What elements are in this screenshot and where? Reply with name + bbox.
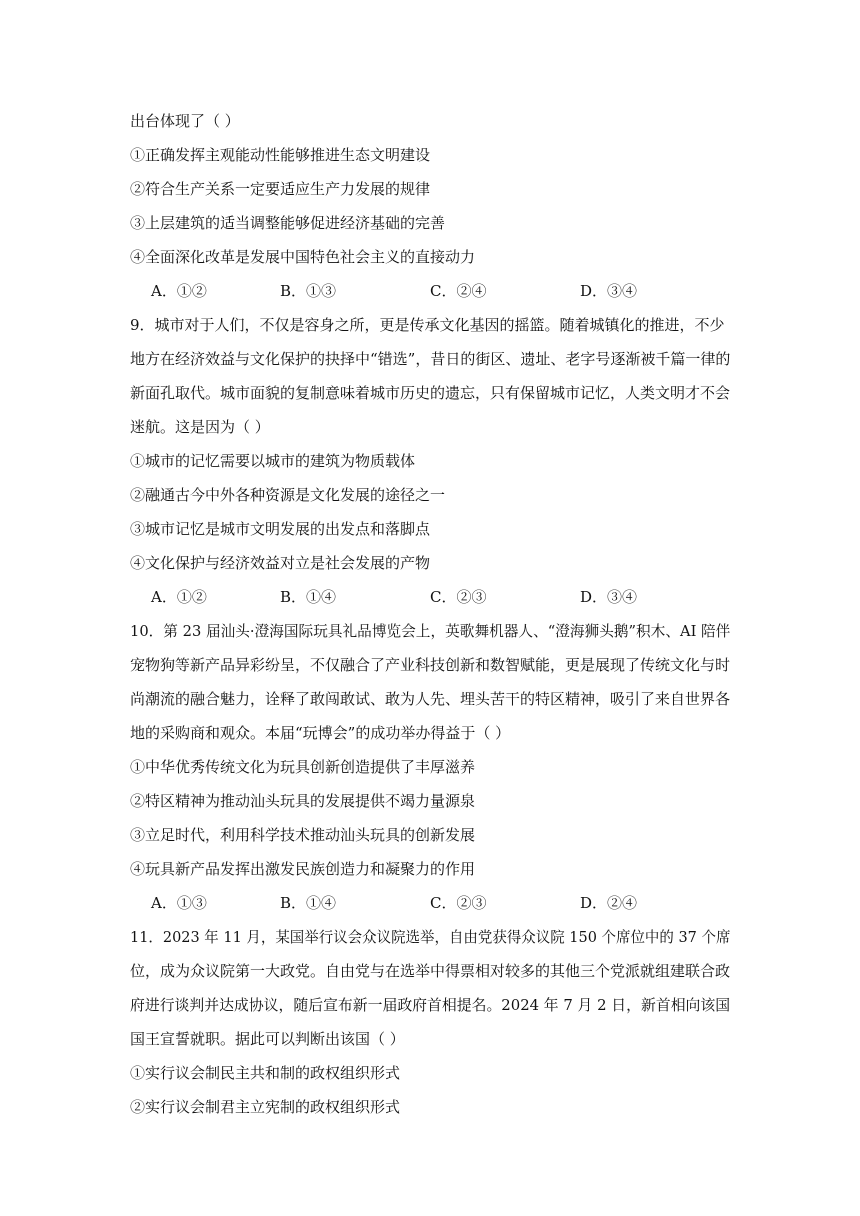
q10-stem-line-2: 宠物狗等新产品异彩纷呈，不仅融合了产业科技创新和数智赋能，更是展现了传统文化与时 — [130, 656, 731, 674]
q10-statement-4: ④玩具新产品发挥出激发民族创造力和凝聚力的作用 — [130, 860, 476, 878]
q8-statement-3: ③上层建筑的适当调整能够促进经济基础的完善 — [130, 214, 446, 232]
q10-stem-line-4: 地的采购商和观众。本届“玩博会”的成功举办得益于（ ） — [130, 724, 511, 742]
q9-option-b: B．①④ — [280, 588, 337, 606]
q9-option-d: D．③④ — [580, 588, 638, 606]
q11-statement-1: ①实行议会制民主共和制的政权组织形式 — [130, 1064, 401, 1082]
q9-stem-line-2: 地方在经济效益与文化保护的抉择中“错选”，昔日的街区、遗址、老字号逐渐被千篇一律的 — [130, 350, 731, 368]
q9-statement-2: ②融通古今中外各种资源是文化发展的途径之一 — [130, 486, 446, 504]
q9-statement-1: ①城市的记忆需要以城市的建筑为物质载体 — [130, 452, 416, 470]
q9-statement-3: ③城市记忆是城市文明发展的出发点和落脚点 — [130, 520, 431, 538]
q9-statement-4: ④文化保护与经济效益对立是社会发展的产物 — [130, 554, 431, 572]
q10-statement-1: ①中华优秀传统文化为玩具创新创造提供了丰厚滋养 — [130, 758, 476, 776]
q8-statement-4: ④全面深化改革是发展中国特色社会主义的直接动力 — [130, 248, 476, 266]
q10-stem-line-1: 10．第 23 届汕头·澄海国际玩具礼品博览会上，英歌舞机器人、“澄海狮头鹅”积木、AI 陪伴 — [130, 622, 731, 640]
q11-stem-line-3: 府进行谈判并达成协议，随后宣布新一届政府首相提名。2024 年 7 月 2 日，新首相向该国 — [130, 996, 731, 1014]
q9-stem-line-3: 新面孔取代。城市面貌的复制意味着城市历史的遗忘，只有保留城市记忆，人类文明才不会 — [130, 384, 731, 402]
q10-statement-3: ③立足时代，利用科学技术推动汕头玩具的创新发展 — [130, 826, 476, 844]
q8-option-d: D．③④ — [580, 282, 638, 300]
q9-stem-line-4: 迷航。这是因为（ ） — [130, 418, 270, 436]
q9-stem-line-1: 9．城市对于人们，不仅是容身之所，更是传承文化基因的摇篮。随着城镇化的推进，不少 — [130, 316, 725, 334]
q10-option-d: D．②④ — [580, 894, 638, 912]
q11-statement-2: ②实行议会制君主立宪制的政权组织形式 — [130, 1098, 401, 1116]
q8-stem-end: 出台体现了（ ） — [130, 112, 240, 130]
q10-option-c: C．②③ — [430, 894, 487, 912]
q11-stem-line-4: 国王宣誓就职。据此可以判断出该国（ ） — [130, 1030, 405, 1048]
q11-stem-line-1: 11．2023 年 11 月，某国举行议会众议院选举，自由党获得众议院 150 个席位中的 37 个席 — [130, 928, 731, 946]
q10-option-b: B．①④ — [280, 894, 337, 912]
q8-option-b: B．①③ — [280, 282, 337, 300]
q11-stem-line-2: 位，成为众议院第一大政党。自由党与在选举中得票相对较多的其他三个党派就组建联合政 — [130, 962, 731, 980]
q8-statement-2: ②符合生产关系一定要适应生产力发展的规律 — [130, 180, 431, 198]
q8-statement-1: ①正确发挥主观能动性能够推进生态文明建设 — [130, 146, 431, 164]
q10-option-a: A．①③ — [151, 894, 207, 912]
q8-option-c: C．②④ — [430, 282, 487, 300]
q9-option-c: C．②③ — [430, 588, 487, 606]
q10-stem-line-3: 尚潮流的融合魅力，诠释了敢闯敢试、敢为人先、埋头苦干的特区精神，吸引了来自世界各 — [130, 690, 731, 708]
q10-statement-2: ②特区精神为推动汕头玩具的发展提供不竭力量源泉 — [130, 792, 476, 810]
q9-option-a: A．①② — [151, 588, 207, 606]
q8-option-a: A．①② — [151, 282, 207, 300]
